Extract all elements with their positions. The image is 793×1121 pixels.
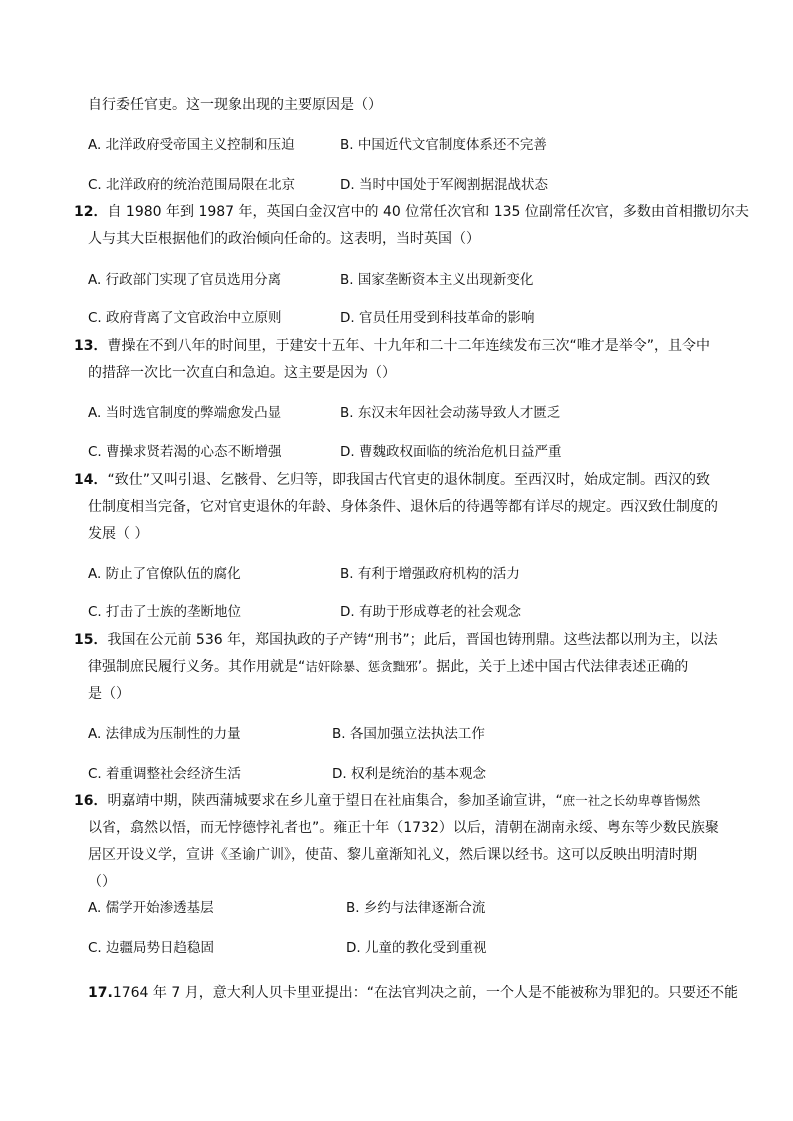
question-15-text-2a: 律强制庶民履行义务。其作用就是“ (88, 659, 306, 675)
q15-option-b: B. 各国加强立法执法工作 (332, 726, 485, 742)
q12-option-d: D. 官员任用受到科技革命的影响 (340, 310, 535, 326)
q15-option-c: C. 着重调整社会经济生活 (88, 766, 242, 782)
q13-option-a: A. 当时选官制度的弊端愈发凸显 (88, 405, 282, 421)
question-16-text-1: 明嘉靖中期，陕西蒲城要求在乡儿童于望日在社庙集合，参加圣谕宣讲，“ (107, 793, 563, 809)
q13-option-d: D. 曹魏政权面临的统治危机日益严重 (340, 444, 562, 460)
q16-option-b: B. 乡约与法律逐渐合流 (346, 900, 486, 916)
q12-option-a: A. 行政部门实现了官员选用分离 (88, 272, 282, 288)
question-15-text-2b: ’。据此，关于上述中国古代法律表述正确的 (417, 659, 689, 675)
q14-option-c: C. 打击了士族的垄断地位 (88, 604, 242, 620)
question-15-line-3: 是（） (88, 686, 130, 702)
question-16-quote: 庶一社之长幼卑尊皆惕然 (562, 793, 701, 808)
question-15-text-1: 我国在公元前 536 年，郑国执政的子产铸“刑书”；此后，晋国也铸刑鼎。这些法都以刑为主，以法 (107, 632, 718, 648)
question-15-number: 15． (74, 632, 108, 648)
q16-option-c: C. 边疆局势日趋稳固 (88, 940, 215, 956)
question-17-text-1: 1764 年 7 月，意大利人贝卡里亚提出：“在法官判决之前，一个人是不能被称为罪犯的。只要还不能 (112, 985, 738, 1001)
q14-option-d: D. 有助于形成尊老的社会观念 (340, 604, 521, 620)
question-16-line-3: 居区开设义学，宣讲《圣谕广训》，使苗、黎儿童渐知礼义，然后课以经书。这可以反映出明清时期 (88, 847, 697, 863)
question-12-line-2: 人与其大臣根据他们的政治倾向任命的。这表明，当时英国（） (88, 231, 480, 247)
q13-option-c: C. 曹操求贤若渴的心态不断增强 (88, 444, 282, 460)
question-14-line-2: 仕制度相当完备，它对官吏退休的年龄、身体条件、退休后的待遇等都有详尽的规定。西汉致仕制度的 (88, 499, 718, 515)
q11-option-d: D. 当时中国处于军阀割据混战状态 (340, 177, 548, 193)
question-17-line-1 (88, 983, 738, 1003)
question-16-number: 16． (74, 793, 108, 809)
question-16-line-4: （） (88, 874, 116, 890)
q12-option-b: B. 国家垄断资本主义出现新变化 (340, 272, 534, 288)
question-16-line-1 (74, 791, 700, 811)
question-14-line-3: 发展（ ） (88, 526, 149, 542)
question-16-line-2: 以省，翕然以悟，而无悖德悖礼者也”。雍正十年（1732）以后，清朝在湖南永绥、粤东等少数民族聚 (88, 820, 719, 836)
q12-option-c: C. 政府背离了文官政治中立原则 (88, 310, 282, 326)
q15-option-d: D. 权利是统治的基本观念 (332, 766, 486, 782)
q14-option-b: B. 有利于增强政府机构的活力 (340, 566, 520, 582)
question-14-number: 14． (74, 472, 108, 488)
question-12-number: 12． (74, 204, 108, 220)
q13-option-b: B. 东汉末年因社会动荡导致人才匮乏 (340, 405, 561, 421)
question-12-line-1 (74, 202, 749, 222)
question-13-line-1 (74, 336, 710, 356)
question-15-line-2 (88, 657, 688, 677)
q11-option-c: C. 北洋政府的统治范围局限在北京 (88, 177, 296, 193)
question-15-line-1 (74, 630, 718, 650)
question-13-number: 13． (74, 338, 108, 354)
question-14-text-1: “致仕”又叫引退、乞骸骨、乞归等，即我国古代官吏的退休制度。至西汉时，始成定制。西汉的致 (107, 472, 710, 488)
question-11-stem-end: 自行委任官吏。这一现象出现的主要原因是（） (88, 97, 382, 113)
question-12-text-1: 自 1980 年到 1987 年，英国白金汉宫中的 40 位常任次官和 135 位副常任次官，多数由首相撒切尔夫 (107, 204, 749, 220)
question-14-line-1 (74, 470, 710, 490)
question-13-text-1: 曹操在不到八年的时间里，于建安十五年、十九年和二十二年连续发布三次“唯才是举令”，且令中 (107, 338, 710, 354)
q11-option-a: A. 北洋政府受帝国主义控制和压迫 (88, 137, 295, 153)
question-15-quote: 诘奸除暴、惩贪黜邪 (305, 659, 418, 674)
q15-option-a: A. 法律成为压制性的力量 (88, 726, 241, 742)
question-13-line-2: 的措辞一次比一次直白和急迫。这主要是因为（） (88, 365, 396, 381)
q16-option-a: A. 儒学开始渗透基层 (88, 900, 214, 916)
question-17-number: 17. (88, 985, 113, 1001)
q14-option-a: A. 防止了官僚队伍的腐化 (88, 566, 241, 582)
q16-option-d: D. 儿童的教化受到重视 (346, 940, 487, 956)
q11-option-b: B. 中国近代文官制度体系还不完善 (340, 137, 547, 153)
